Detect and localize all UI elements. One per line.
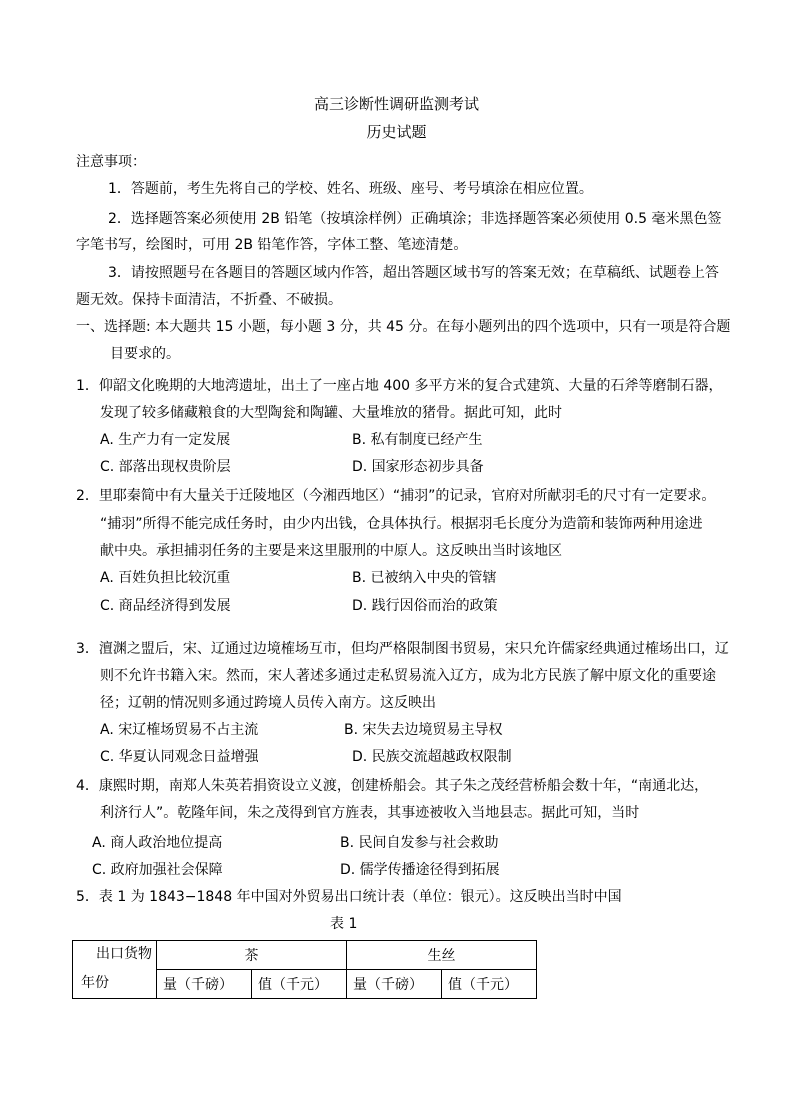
question-1-option-d: D. 国家形态初步具备 xyxy=(352,459,484,475)
question-3-text: 则不允许书籍入宋。然而，宋人著述多通过走私贸易流入辽方，成为北方民族了解中原文化的重要途 xyxy=(100,668,716,684)
exam-subtitle: 历史试题 xyxy=(366,123,427,141)
question-2-option-a: A. 百姓负担比较沉重 xyxy=(100,570,231,586)
table-header-diagonal xyxy=(73,941,157,999)
question-3-option-b: B. 宋失去边境贸易主导权 xyxy=(344,722,503,738)
question-4-text: 4．康熙时期，南郑人朱英若捐资设立义渡，创建桥船会。其子朱之茂经营桥船会数十年，“南通北达， xyxy=(76,778,709,794)
notice-line: 字笔书写，绘图时，可用 2B 铅笔作答，字体工整、笔迹清楚。 xyxy=(76,237,468,253)
question-4-option-c: C. 政府加强社会保障 xyxy=(92,862,223,878)
question-1-text: 1．仰韶文化晚期的大地湾遗址，出土了一座占地 400 多平方米的复合式建筑、大量的石斧等磨制石器， xyxy=(76,378,723,394)
notice-heading: 注意事项： xyxy=(76,154,146,170)
question-3-option-d: D. 民族交流超越政权限制 xyxy=(352,749,512,765)
question-4-option-d: D. 儒学传播途径得到拓展 xyxy=(340,862,500,878)
table-group-silk: 生丝 xyxy=(347,941,537,970)
question-1-option-c: C. 部落出现权贵阶层 xyxy=(100,459,231,475)
exam-title: 高三诊断性调研监测考试 xyxy=(313,95,479,113)
question-1-option-b: B. 私有制度已经产生 xyxy=(352,432,483,448)
question-4-option-b: B. 民间自发参与社会救助 xyxy=(340,835,499,851)
question-5-text: 5．表 1 为 1843−1848 年中国对外贸易出口统计表（单位：银元）。这反映出当时中国 xyxy=(76,889,622,905)
question-3-option-c: C. 华夏认同观念日益增强 xyxy=(100,749,259,765)
question-3-text: 3．澶渊之盟后，宋、辽通过边境榷场互市，但均严格限制图书贸易，宋只允许儒家经典通过榷场出口，辽 xyxy=(76,641,729,657)
table-subheader: 量（千磅） xyxy=(347,970,442,999)
question-2-option-b: B. 已被纳入中央的管辖 xyxy=(352,570,497,586)
question-4-option-a: A. 商人政治地位提高 xyxy=(92,835,223,851)
export-table xyxy=(72,940,537,999)
question-3-option-a: A. 宋辽榷场贸易不占主流 xyxy=(100,722,259,738)
question-1-text: 发现了较多储藏粮食的大型陶瓮和陶罐、大量堆放的猪骨。据此可知，此时 xyxy=(100,405,562,421)
table-header-year: 年份 xyxy=(81,975,109,991)
table-subheader: 量（千磅） xyxy=(157,970,252,999)
notice-line: 2．选择题答案必须使用 2B 铅笔（按填涂样例）正确填涂；非选择题答案必须使用 0.5 毫米黑色签 xyxy=(108,211,722,227)
notice-line: 1．答题前，考生先将自己的学校、姓名、班级、座号、考号填涂在相应位置。 xyxy=(108,181,593,197)
section-heading-cont: 目要求的。 xyxy=(110,346,180,362)
table-subheader: 值（千元） xyxy=(442,970,537,999)
question-2-text: “捕羽”所得不能完成任务时，由少内出钱，仓具体执行。根据羽毛长度分为造箭和装饰两种用途进 xyxy=(100,516,703,532)
question-2-option-d: D. 践行因俗而治的政策 xyxy=(352,598,498,614)
question-2-option-c: C. 商品经济得到发展 xyxy=(100,598,231,614)
question-3-text: 径；辽朝的情况则多通过跨境人员传入南方。这反映出 xyxy=(100,695,436,711)
notice-line: 题无效。保持卡面清洁，不折叠、不破损。 xyxy=(76,292,342,308)
table-group-tea: 茶 xyxy=(157,941,347,970)
question-4-text: 利济行人”。乾隆年间，朱之茂得到官方旌表，其事迹被收入当地县志。据此可知，当时 xyxy=(100,805,640,821)
table-subheader: 值（千元） xyxy=(252,970,347,999)
notice-line: 3．请按照题号在各题目的答题区域内作答，超出答题区域书写的答案无效；在草稿纸、试题卷上答 xyxy=(108,265,719,281)
table-caption: 表 1 xyxy=(330,916,358,932)
question-2-text: 献中央。承担捕羽任务的主要是来这里服刑的中原人。这反映出当时该地区 xyxy=(100,543,562,559)
question-2-text: 2．里耶秦简中有大量关于迁陵地区（今湘西地区）“捕羽”的记录，官府对所献羽毛的尺寸有一定要求。 xyxy=(76,488,716,504)
question-1-option-a: A. 生产力有一定发展 xyxy=(100,432,231,448)
section-heading: 一、选择题: 本大题共 15 小题，每小题 3 分，共 45 分。在每小题列出的四个选项中，只有一项是符合题 xyxy=(76,319,731,335)
table-header-export-goods: 出口货物 xyxy=(96,946,152,962)
